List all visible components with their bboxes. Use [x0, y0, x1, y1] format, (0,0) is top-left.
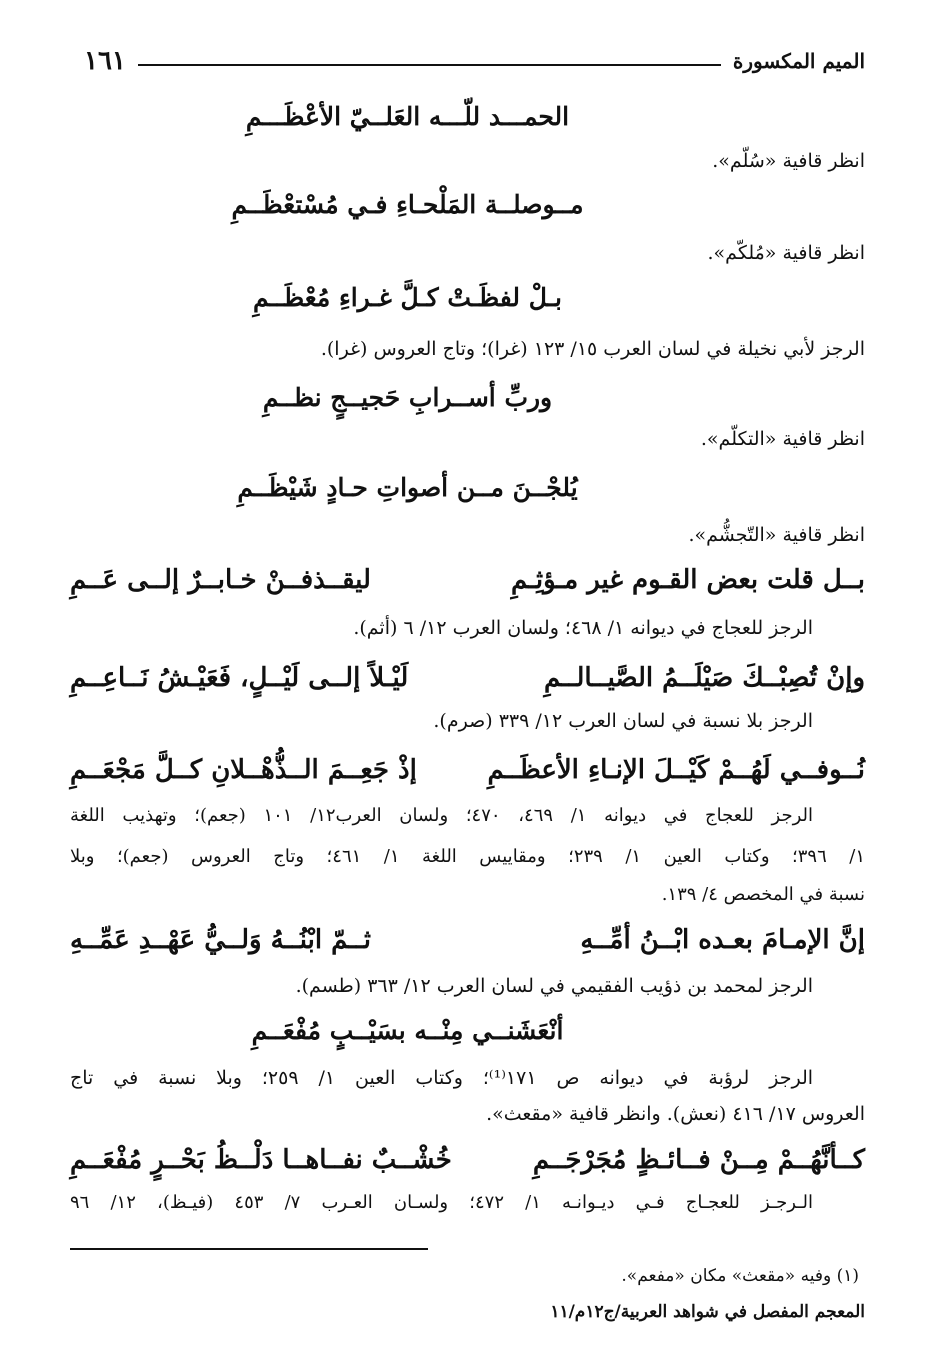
reference-line: الرجز لأبي نخيلة في لسان العرب ١٥/ ١٢٣ (غرا)؛ وتاج العروس (غرا).	[320, 338, 865, 360]
reference-line: الرجز لمحمد بن ذؤيب الفقيمي في لسان العرب ١٢/ ٣٦٣ (طسم).	[295, 975, 813, 997]
footnote: (١) وفيه «مقعث» مكان «مفعم».	[621, 1266, 859, 1286]
page-footer: المعجم المفصل في شواهد العربية/ج١٢م/١١	[550, 1302, 865, 1322]
reference-line: انظر قافية «مُلكّم».	[707, 242, 865, 264]
left-hemistich: خُشْــبٌ نفــاهــا دَلْــظُ بَحْــرٍ مُفْعَــمِ	[70, 1145, 452, 1175]
footnote-rule	[70, 1248, 428, 1250]
book-page	[70, 0, 865, 1357]
reference-line: العروس ١٧/ ٤١٦ (نعش). وانظر قافية «مقعث».	[486, 1103, 865, 1125]
reference-line: الـرجـز للعجـاج فـي ديـوانـه ١/ ٤٧٢؛ ولسـان العـرب ٧/ ٤٥٣ (فيـظ)، ١٢/ ٩٦	[70, 1192, 813, 1213]
reference-line: انظر قافية «التكلّم».	[700, 428, 865, 450]
verse-line: الحمـــد للّـــه العَلــيّ الأعْظَـــمِ	[245, 102, 570, 131]
couplet-line	[70, 663, 865, 693]
verse-line: وربِّ أســرابِ حَجيــجٍ نظــمِ	[262, 383, 553, 412]
couplet-line	[70, 1145, 865, 1175]
left-hemistich: ثــمّ ابْنُــهُ وَلــيُّ عَهْــدِ عَمِّــهِ	[70, 925, 371, 955]
left-hemistich: ليقــذفــنْ خـابــرٌ إلــى عَــمِ	[70, 565, 371, 595]
verse-line: أنْعَشَنــي مِنْــه بسَيْــبٍ مُفْعَــمِ	[251, 1016, 564, 1045]
running-header	[70, 44, 865, 78]
couplet-line	[70, 925, 865, 955]
couplet-line	[70, 565, 865, 595]
reference-line: الرجز لرؤبة في ديوانه ص ١٧١⁽¹⁾؛ وكتاب العين ١/ ٢٥٩؛ وبلا نسبة في تاج	[70, 1067, 814, 1089]
reference-line: ١/ ٣٩٦؛ وكتاب العين ١/ ٢٣٩؛ ومقاييس اللغة ١/ ٤٦١؛ وتاج العروس (جعم)؛ وبلا	[70, 846, 865, 867]
right-hemistich: نُــوفــي لَهُــمْ كَيْــلَ الإنـاءِ الأعظَــمِ	[487, 755, 865, 785]
reference-line: الرجز للعجاج في ديوانه ١/ ٤٦٨؛ ولسان العرب ١٢/ ٦ (أثم).	[353, 617, 813, 639]
page-number: ١٦١	[84, 46, 126, 76]
verse-line: مــوصلــة المَلْحـاءِ فـي مُسْتعْظَــمِ	[231, 190, 584, 219]
right-hemistich: كــأنَّهُــمْ مِــنْ فــائـظٍ مُجَرْجَــمِ	[532, 1145, 865, 1175]
chapter-title: الميم المكسورة	[732, 49, 865, 73]
right-hemistich: بــل قلت بعض القـوم غير مـؤثِـمِ	[511, 565, 865, 595]
right-hemistich: إنَّ الإمـامَ بعـده ابْــنُ أمِّــهِ	[580, 925, 865, 955]
verse-line: يُلجْــنَ مــن أصواتِ حـادٍ شَيْظَــمِ	[237, 473, 578, 502]
reference-line: نسبة في المخصص ٤/ ١٣٩.	[661, 884, 865, 905]
verse-line: بـلْ لفظَـتْ كـلَّ غـراءِ مُعْظَــمِ	[253, 283, 562, 312]
right-hemistich: وإنْ تُصِبْــكَ صَيْلَــمُ الصَّيــالــمِ	[543, 663, 865, 693]
reference-line: الرجز للعجاج في ديوانه ١/ ٤٦٩، ٤٧٠؛ ولسان العرب١٢/ ١٠١ (جعم)؛ وتهذيب اللغة	[70, 805, 813, 826]
couplet-line	[70, 755, 865, 785]
left-hemistich: إذْ جَعِــمَ الــذُّهْــلانِ كــلَّ مَجْعَــمِ	[70, 755, 417, 785]
reference-line: الرجز بلا نسبة في لسان العرب ١٢/ ٣٣٩ (صرم).	[433, 710, 813, 732]
reference-line: انظر قافية «التّجشُّم».	[688, 524, 865, 546]
header-rule	[138, 64, 721, 66]
left-hemistich: لَيْـلاً إلــى لَيْــلٍ، فَعَيْـشُ نَــاعِــمِ	[70, 663, 409, 693]
reference-line: انظر قافية «سُلّم».	[712, 150, 865, 172]
